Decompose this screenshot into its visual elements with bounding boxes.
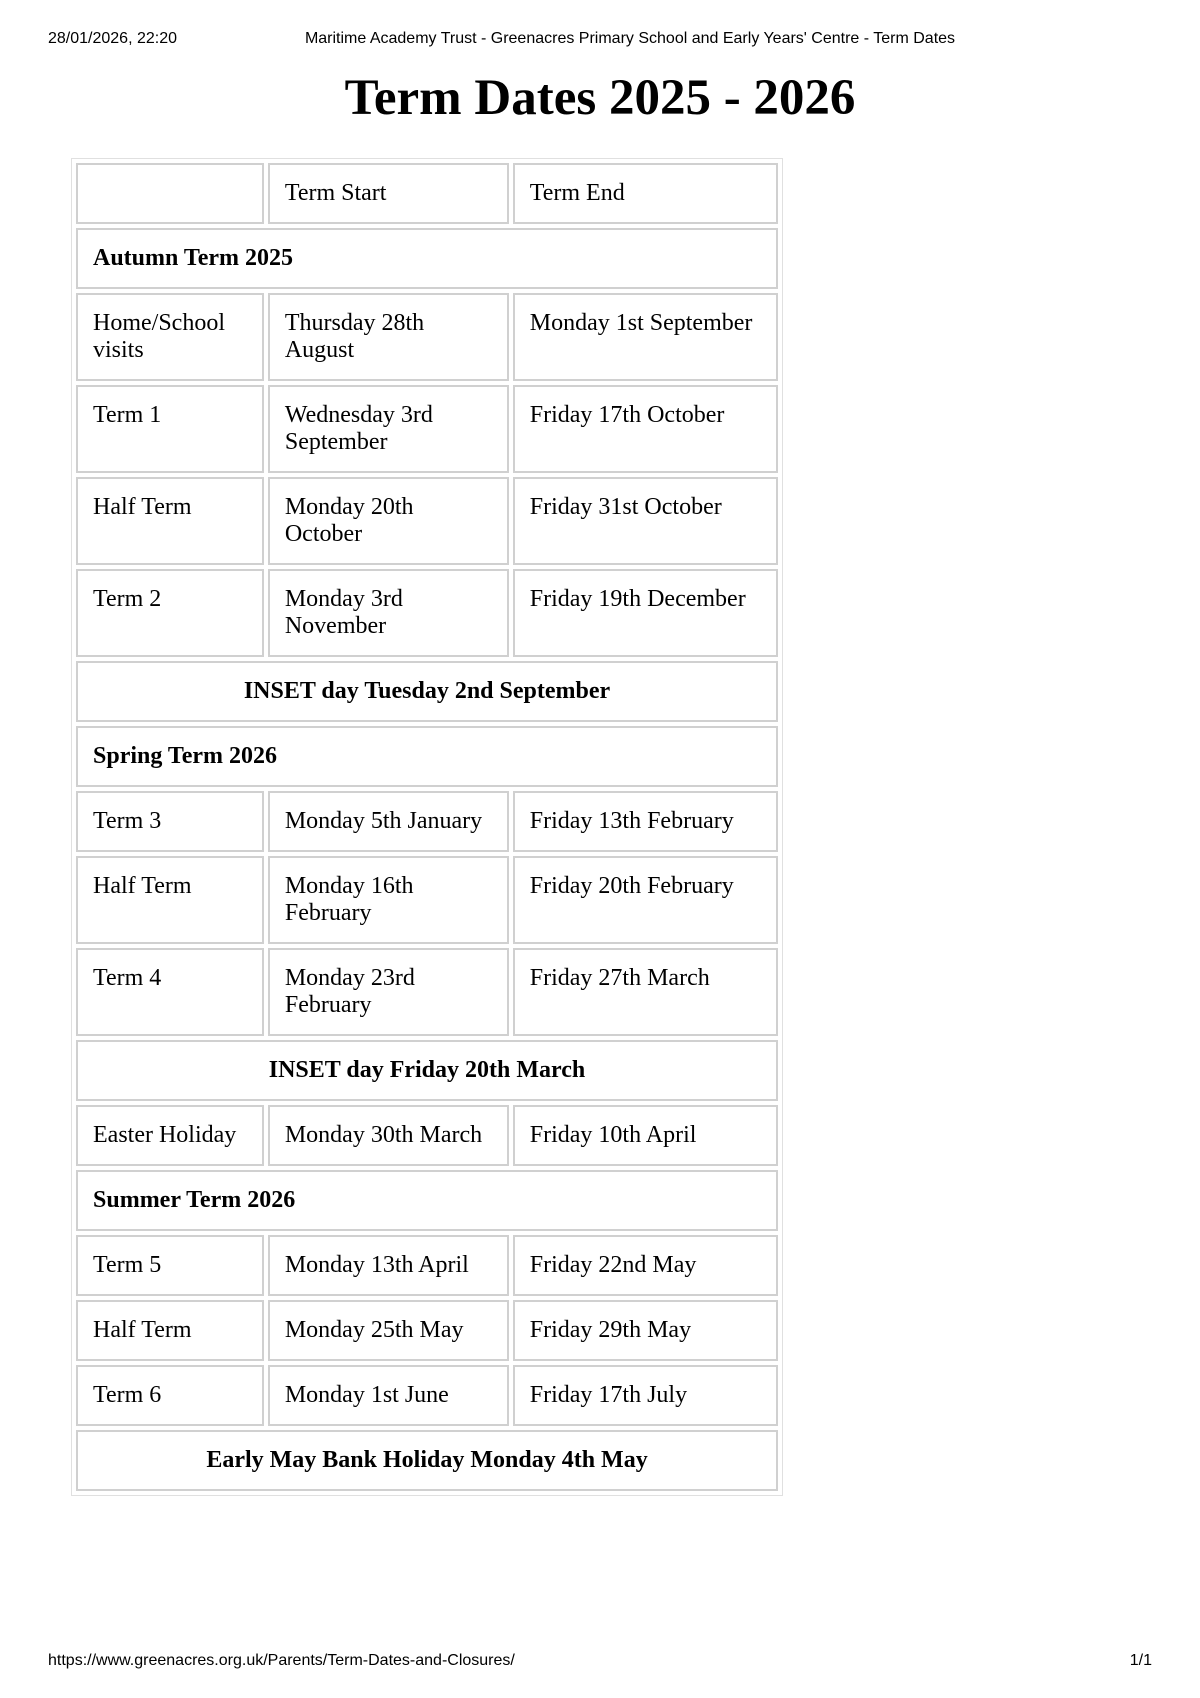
- term-start-cell: Monday 13th April: [268, 1235, 509, 1296]
- table-row: [76, 856, 778, 944]
- term-start-cell: Monday 20th October: [268, 477, 509, 565]
- section-row: [76, 1170, 778, 1231]
- term-end-cell: Friday 10th April: [513, 1105, 778, 1166]
- section-heading-summer: Summer Term 2026: [76, 1170, 778, 1231]
- term-start-cell: Monday 16th February: [268, 856, 509, 944]
- term-name-cell: Term 5: [76, 1235, 264, 1296]
- term-start-cell: Monday 23rd February: [268, 948, 509, 1036]
- print-url: https://www.greenacres.org.uk/Parents/Term-Dates-and-Closures/: [48, 1652, 515, 1669]
- header-cell-empty: [76, 163, 264, 224]
- term-name-cell: Term 2: [76, 569, 264, 657]
- term-start-cell: Monday 25th May: [268, 1300, 509, 1361]
- table-row: [76, 948, 778, 1036]
- section-heading-autumn: Autumn Term 2025: [76, 228, 778, 289]
- term-name-cell: Term 3: [76, 791, 264, 852]
- term-dates-table: [71, 158, 783, 1496]
- term-end-cell: Friday 19th December: [513, 569, 778, 657]
- print-datetime: 28/01/2026, 22:20: [48, 30, 178, 47]
- term-name-cell: Home/School visits: [76, 293, 264, 381]
- note-row: [76, 1040, 778, 1101]
- term-start-cell: Wednesday 3rd September: [268, 385, 509, 473]
- note-row: [76, 661, 778, 722]
- inset-day-note: INSET day Friday 20th March: [76, 1040, 778, 1101]
- page-title: Term Dates 2025 - 2026: [344, 70, 856, 126]
- term-end-cell: Monday 1st September: [513, 293, 778, 381]
- term-name-cell: Easter Holiday: [76, 1105, 264, 1166]
- term-end-cell: Friday 17th July: [513, 1365, 778, 1426]
- bank-holiday-note: Early May Bank Holiday Monday 4th May: [76, 1430, 778, 1491]
- print-page-number: 1/1: [1129, 1652, 1152, 1669]
- table-row: [76, 293, 778, 381]
- header-cell-term-start: Term Start: [268, 163, 509, 224]
- term-start-cell: Monday 30th March: [268, 1105, 509, 1166]
- print-header: [48, 30, 1152, 50]
- term-end-cell: Friday 17th October: [513, 385, 778, 473]
- section-row: [76, 228, 778, 289]
- term-start-cell: Monday 3rd November: [268, 569, 509, 657]
- table-row: [76, 1300, 778, 1361]
- table-row: [76, 569, 778, 657]
- term-end-cell: Friday 22nd May: [513, 1235, 778, 1296]
- table-row: [76, 385, 778, 473]
- section-row: [76, 726, 778, 787]
- table-row: [76, 1105, 778, 1166]
- term-start-cell: Thursday 28th August: [268, 293, 509, 381]
- header-cell-term-end: Term End: [513, 163, 778, 224]
- term-start-cell: Monday 1st June: [268, 1365, 509, 1426]
- table-row: [76, 1235, 778, 1296]
- term-end-cell: Friday 29th May: [513, 1300, 778, 1361]
- term-name-cell: Term 4: [76, 948, 264, 1036]
- term-name-cell: Half Term: [76, 477, 264, 565]
- inset-day-note: INSET day Tuesday 2nd September: [76, 661, 778, 722]
- table-header-row: [76, 163, 778, 224]
- print-footer: [48, 1652, 1152, 1672]
- table-row: [76, 1365, 778, 1426]
- term-dates-table-container: [71, 158, 783, 1496]
- term-end-cell: Friday 20th February: [513, 856, 778, 944]
- term-end-cell: Friday 27th March: [513, 948, 778, 1036]
- term-name-cell: Term 6: [76, 1365, 264, 1426]
- table-row: [76, 791, 778, 852]
- term-end-cell: Friday 13th February: [513, 791, 778, 852]
- term-name-cell: Half Term: [76, 1300, 264, 1361]
- section-heading-spring: Spring Term 2026: [76, 726, 778, 787]
- term-end-cell: Friday 31st October: [513, 477, 778, 565]
- term-name-cell: Half Term: [76, 856, 264, 944]
- table-row: [76, 477, 778, 565]
- print-page-title: Maritime Academy Trust - Greenacres Primary School and Early Years' Centre - Term Dates: [304, 30, 956, 47]
- note-row: [76, 1430, 778, 1491]
- term-name-cell: Term 1: [76, 385, 264, 473]
- term-start-cell: Monday 5th January: [268, 791, 509, 852]
